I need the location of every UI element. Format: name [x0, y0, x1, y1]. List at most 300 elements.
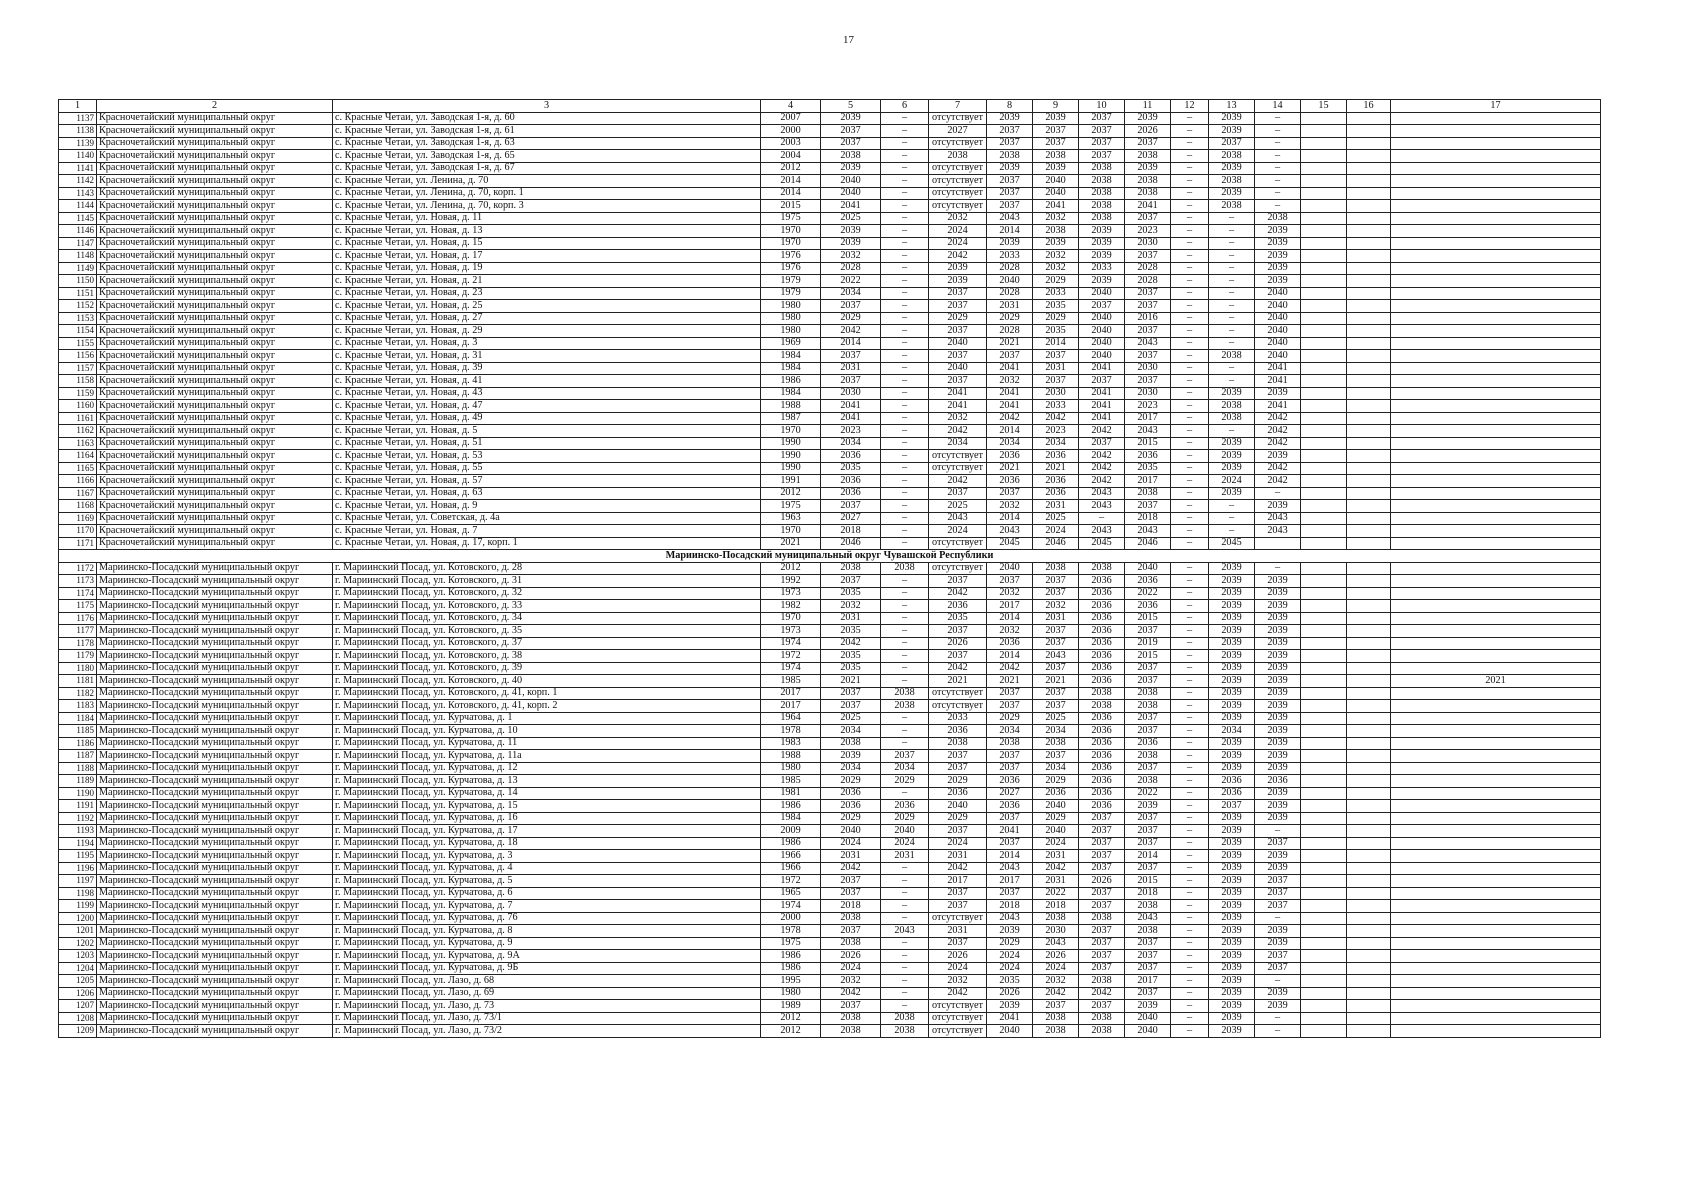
year-cell: 1986	[761, 375, 821, 388]
year-cell	[1391, 300, 1601, 313]
address-cell: г. Мариинский Посад, ул. Котовского, д. 41, корп. 2	[333, 700, 761, 713]
year-cell: –	[1209, 225, 1255, 238]
address-cell: г. Мариинский Посад, ул. Курчатова, д. 9А	[333, 950, 761, 963]
row-number: 1190	[59, 787, 97, 800]
year-cell: –	[1171, 250, 1209, 263]
row-number: 1202	[59, 937, 97, 950]
year-cell: 2039	[1255, 262, 1301, 275]
municipality-cell: Мариинско-Посадский муниципальный округ	[97, 1025, 333, 1038]
row-number: 1184	[59, 712, 97, 725]
year-cell: 2041	[1255, 375, 1301, 388]
year-cell: 2039	[821, 237, 881, 250]
year-cell: 1976	[761, 250, 821, 263]
year-cell: 2040	[881, 825, 929, 838]
year-cell: 1988	[761, 750, 821, 763]
year-cell: 2042	[987, 662, 1033, 675]
year-cell	[1301, 537, 1347, 550]
year-cell: 2037	[1079, 300, 1125, 313]
year-cell: 1986	[761, 837, 821, 850]
year-cell: отсутствует	[929, 912, 987, 925]
municipality-cell: Красночетайский муниципальный округ	[97, 450, 333, 463]
year-cell: 2040	[1079, 287, 1125, 300]
year-cell: –	[1171, 437, 1209, 450]
year-cell	[1301, 187, 1347, 200]
year-cell: 2026	[1033, 950, 1079, 963]
year-cell	[1391, 287, 1601, 300]
year-cell: 2024	[1033, 837, 1079, 850]
year-cell: 2037	[987, 350, 1033, 363]
year-cell: 1986	[761, 800, 821, 813]
year-cell	[1301, 662, 1347, 675]
year-cell: 2039	[821, 112, 881, 125]
year-cell: 2040	[1033, 187, 1079, 200]
year-cell: 2037	[1079, 937, 1125, 950]
year-cell: –	[1255, 562, 1301, 575]
year-cell: 2040	[1255, 312, 1301, 325]
year-cell: 2032	[929, 975, 987, 988]
municipality-cell: Мариинско-Посадский муниципальный округ	[97, 700, 333, 713]
year-cell: 2039	[821, 225, 881, 238]
year-cell: 2040	[1255, 350, 1301, 363]
year-cell: 2037	[1079, 837, 1125, 850]
year-cell	[1347, 137, 1391, 150]
year-cell: 2037	[987, 187, 1033, 200]
year-cell: –	[1171, 362, 1209, 375]
year-cell	[1301, 650, 1347, 663]
year-cell	[1391, 412, 1601, 425]
year-cell: 2031	[1033, 612, 1079, 625]
table-row	[59, 612, 1601, 625]
year-cell: 2039	[1255, 812, 1301, 825]
year-cell: 2039	[1209, 487, 1255, 500]
year-cell: 2039	[1255, 237, 1301, 250]
year-cell: 2014	[987, 425, 1033, 438]
year-cell: 2038	[987, 150, 1033, 163]
table-row	[59, 737, 1601, 750]
year-cell: –	[881, 937, 929, 950]
year-cell	[1301, 200, 1347, 213]
address-cell: г. Мариинский Посад, ул. Лазо, д. 73	[333, 1000, 761, 1013]
year-cell: 2043	[881, 925, 929, 938]
year-cell: 2038	[1033, 150, 1079, 163]
table-row	[59, 125, 1601, 138]
year-cell	[1391, 637, 1601, 650]
year-cell: 2037	[1033, 750, 1079, 763]
year-cell: 2017	[987, 600, 1033, 613]
address-cell: г. Мариинский Посад, ул. Курчатова, д. 1	[333, 712, 761, 725]
year-cell: 2023	[1033, 425, 1079, 438]
year-cell: –	[1171, 387, 1209, 400]
address-cell: г. Мариинский Посад, ул. Котовского, д. 33	[333, 600, 761, 613]
year-cell: 2037	[1255, 837, 1301, 850]
year-cell: 2026	[1125, 125, 1171, 138]
year-cell	[1347, 275, 1391, 288]
year-cell: 2038	[1079, 975, 1125, 988]
year-cell: –	[1171, 337, 1209, 350]
table-row	[59, 175, 1601, 188]
year-cell: 2036	[1079, 725, 1125, 738]
year-cell	[1347, 462, 1391, 475]
year-cell: –	[1171, 237, 1209, 250]
year-cell: –	[1171, 875, 1209, 888]
year-cell: 2023	[1125, 400, 1171, 413]
year-cell: 2037	[1125, 250, 1171, 263]
year-cell: 2021	[987, 337, 1033, 350]
year-cell: –	[1171, 450, 1209, 463]
year-cell	[1347, 537, 1391, 550]
year-cell	[1391, 600, 1601, 613]
year-cell: 2037	[929, 350, 987, 363]
year-cell: –	[881, 150, 929, 163]
year-cell: отсутствует	[929, 562, 987, 575]
year-cell	[1347, 412, 1391, 425]
address-cell: г. Мариинский Посад, ул. Курчатова, д. 16	[333, 812, 761, 825]
year-cell: 2039	[1125, 162, 1171, 175]
year-cell	[1347, 387, 1391, 400]
year-cell: 1975	[761, 937, 821, 950]
year-cell	[1347, 937, 1391, 950]
year-cell: 2025	[1033, 512, 1079, 525]
year-cell: –	[881, 375, 929, 388]
year-cell: –	[1171, 400, 1209, 413]
year-cell	[1391, 612, 1601, 625]
year-cell	[1391, 700, 1601, 713]
year-cell	[1391, 475, 1601, 488]
year-cell	[1301, 975, 1347, 988]
year-cell: 2014	[987, 612, 1033, 625]
year-cell: 2018	[821, 900, 881, 913]
row-number: 1191	[59, 800, 97, 813]
year-cell: 1992	[761, 575, 821, 588]
year-cell	[1347, 437, 1391, 450]
year-cell: 2039	[1255, 862, 1301, 875]
year-cell: 2037	[987, 687, 1033, 700]
row-number: 1159	[59, 387, 97, 400]
year-cell: –	[881, 237, 929, 250]
address-cell: с. Красные Четаи, ул. Заводская 1-я, д. 67	[333, 162, 761, 175]
table-row	[59, 725, 1601, 738]
year-cell: 2039	[1255, 762, 1301, 775]
address-cell: г. Мариинский Посад, ул. Котовского, д. 35	[333, 625, 761, 638]
year-cell	[1301, 900, 1347, 913]
year-cell: 2042	[821, 637, 881, 650]
year-cell: 2036	[1079, 787, 1125, 800]
municipality-cell: Мариинско-Посадский муниципальный округ	[97, 937, 333, 950]
year-cell	[1347, 800, 1391, 813]
year-cell: 2024	[929, 237, 987, 250]
year-cell: 2032	[1033, 600, 1079, 613]
row-number: 1164	[59, 450, 97, 463]
year-cell: 2029	[881, 812, 929, 825]
year-cell: 2027	[929, 125, 987, 138]
year-cell: –	[1171, 325, 1209, 338]
year-cell: 1988	[761, 400, 821, 413]
section-header-row	[59, 550, 1601, 563]
year-cell: 2037	[1125, 350, 1171, 363]
year-cell: 2040	[1125, 1012, 1171, 1025]
year-cell: 2026	[929, 950, 987, 963]
year-cell: 2037	[1255, 962, 1301, 975]
year-cell	[1347, 525, 1391, 538]
year-cell: 2037	[1033, 350, 1079, 363]
year-cell	[1301, 287, 1347, 300]
municipality-cell: Мариинско-Посадский муниципальный округ	[97, 837, 333, 850]
column-header: 2	[97, 100, 333, 113]
year-cell: 2042	[1255, 425, 1301, 438]
year-cell: 2038	[1125, 925, 1171, 938]
row-number: 1151	[59, 287, 97, 300]
year-cell: 1975	[761, 500, 821, 513]
year-cell: 2024	[929, 225, 987, 238]
municipality-cell: Мариинско-Посадский муниципальный округ	[97, 575, 333, 588]
year-cell: 1979	[761, 275, 821, 288]
year-cell: 2039	[1255, 612, 1301, 625]
year-cell: 2017	[929, 875, 987, 888]
year-cell	[1391, 650, 1601, 663]
year-cell: 2037	[1125, 987, 1171, 1000]
table-row	[59, 637, 1601, 650]
year-cell: отсутствует	[929, 137, 987, 150]
year-cell: 2037	[987, 812, 1033, 825]
table-row	[59, 462, 1601, 475]
year-cell: –	[1255, 912, 1301, 925]
row-number: 1158	[59, 375, 97, 388]
year-cell: 2037	[929, 625, 987, 638]
year-cell: –	[1171, 975, 1209, 988]
year-cell: –	[1255, 187, 1301, 200]
table-row	[59, 337, 1601, 350]
year-cell: 2043	[1255, 525, 1301, 538]
year-cell: 2036	[1033, 487, 1079, 500]
year-cell: 2033	[987, 250, 1033, 263]
year-cell: 2046	[1125, 537, 1171, 550]
year-cell: отсутствует	[929, 200, 987, 213]
year-cell: –	[881, 662, 929, 675]
year-cell: –	[1171, 525, 1209, 538]
year-cell: –	[1171, 350, 1209, 363]
year-cell: 2032	[929, 212, 987, 225]
year-cell: –	[1209, 287, 1255, 300]
year-cell: 2023	[821, 425, 881, 438]
municipality-cell: Мариинско-Посадский муниципальный округ	[97, 675, 333, 688]
year-cell: 2029	[1033, 312, 1079, 325]
year-cell: 2040	[1033, 175, 1079, 188]
year-cell: 2040	[929, 800, 987, 813]
year-cell: –	[1255, 487, 1301, 500]
year-cell: 2030	[1125, 362, 1171, 375]
year-cell	[1391, 975, 1601, 988]
year-cell: 2043	[1125, 912, 1171, 925]
year-cell: 2016	[1125, 312, 1171, 325]
year-cell: –	[1171, 650, 1209, 663]
address-cell: г. Мариинский Посад, ул. Лазо, д. 73/1	[333, 1012, 761, 1025]
year-cell: 2037	[929, 325, 987, 338]
year-cell	[1301, 762, 1347, 775]
year-cell: 2039	[1209, 1012, 1255, 1025]
year-cell: 2032	[821, 975, 881, 988]
year-cell: отсутствует	[929, 162, 987, 175]
table-row	[59, 950, 1601, 963]
row-number: 1197	[59, 875, 97, 888]
year-cell: 2023	[1125, 225, 1171, 238]
row-number: 1178	[59, 637, 97, 650]
year-cell	[1301, 337, 1347, 350]
municipality-cell: Красночетайский муниципальный округ	[97, 375, 333, 388]
year-cell	[1347, 1000, 1391, 1013]
row-number: 1204	[59, 962, 97, 975]
year-cell	[1301, 1012, 1347, 1025]
municipality-cell: Мариинско-Посадский муниципальный округ	[97, 925, 333, 938]
section-title: Мариинско-Посадский муниципальный округ Чувашской Республики	[59, 550, 1601, 563]
year-cell: –	[881, 112, 929, 125]
year-cell: 2019	[1125, 637, 1171, 650]
municipality-cell: Красночетайский муниципальный округ	[97, 512, 333, 525]
year-cell: –	[881, 162, 929, 175]
year-cell: –	[881, 425, 929, 438]
year-cell: 2037	[1079, 850, 1125, 863]
year-cell: 2037	[987, 837, 1033, 850]
year-cell: 2021	[1033, 462, 1079, 475]
year-cell: –	[1171, 1025, 1209, 1038]
municipality-cell: Красночетайский муниципальный округ	[97, 412, 333, 425]
year-cell: 2039	[987, 237, 1033, 250]
year-cell: 2031	[929, 850, 987, 863]
year-cell	[1391, 387, 1601, 400]
year-cell: –	[1255, 1012, 1301, 1025]
year-cell: 2024	[1033, 525, 1079, 538]
year-cell	[1347, 750, 1391, 763]
year-cell: 2039	[1255, 800, 1301, 813]
year-cell: –	[1171, 775, 1209, 788]
year-cell: 2014	[761, 187, 821, 200]
year-cell: 2035	[987, 975, 1033, 988]
year-cell	[1347, 987, 1391, 1000]
year-cell: –	[1171, 225, 1209, 238]
year-cell: –	[1255, 200, 1301, 213]
year-cell: 2040	[821, 187, 881, 200]
year-cell: 2037	[1125, 675, 1171, 688]
year-cell: 2038	[1125, 900, 1171, 913]
year-cell	[1347, 500, 1391, 513]
year-cell: –	[1171, 712, 1209, 725]
year-cell: 2041	[1079, 362, 1125, 375]
address-cell: г. Мариинский Посад, ул. Котовского, д. 39	[333, 662, 761, 675]
year-cell: 2038	[1033, 1012, 1079, 1025]
year-cell	[1347, 125, 1391, 138]
address-cell: г. Мариинский Посад, ул. Курчатова, д. 9Б	[333, 962, 761, 975]
year-cell	[1301, 350, 1347, 363]
year-cell: 2040	[1255, 325, 1301, 338]
year-cell	[1391, 687, 1601, 700]
year-cell: 1974	[761, 662, 821, 675]
year-cell: 2021	[761, 537, 821, 550]
year-cell: 2038	[1079, 200, 1125, 213]
year-cell: 2039	[1255, 737, 1301, 750]
year-cell: 2035	[1033, 325, 1079, 338]
table-row	[59, 675, 1601, 688]
year-cell: 2038	[881, 1012, 929, 1025]
year-cell: 2045	[1209, 537, 1255, 550]
year-cell: 2041	[821, 400, 881, 413]
year-cell	[1347, 312, 1391, 325]
year-cell: –	[1171, 412, 1209, 425]
year-cell: 2037	[881, 750, 929, 763]
table-row	[59, 912, 1601, 925]
table-row	[59, 812, 1601, 825]
table-row	[59, 250, 1601, 263]
row-number: 1160	[59, 400, 97, 413]
year-cell	[1391, 562, 1601, 575]
year-cell: 2032	[987, 500, 1033, 513]
year-cell: –	[1171, 950, 1209, 963]
year-cell	[1347, 325, 1391, 338]
year-cell	[1301, 275, 1347, 288]
year-cell: отсутствует	[929, 187, 987, 200]
row-number: 1196	[59, 862, 97, 875]
year-cell: –	[1209, 250, 1255, 263]
year-cell	[1347, 637, 1391, 650]
year-cell: 2037	[987, 200, 1033, 213]
year-cell: –	[1255, 175, 1301, 188]
year-cell: 1990	[761, 437, 821, 450]
year-cell: 2037	[1125, 862, 1171, 875]
municipality-cell: Красночетайский муниципальный округ	[97, 150, 333, 163]
municipality-cell: Мариинско-Посадский муниципальный округ	[97, 975, 333, 988]
year-cell	[1301, 787, 1347, 800]
year-cell: 2039	[1209, 675, 1255, 688]
row-number: 1153	[59, 312, 97, 325]
year-cell	[1301, 675, 1347, 688]
year-cell: 1986	[761, 950, 821, 963]
year-cell: 2009	[761, 825, 821, 838]
year-cell: 2021	[987, 675, 1033, 688]
year-cell: 2039	[1209, 450, 1255, 463]
year-cell: 2040	[1033, 800, 1079, 813]
year-cell: 2039	[1209, 125, 1255, 138]
year-cell: 2039	[1125, 112, 1171, 125]
year-cell: 2029	[929, 775, 987, 788]
year-cell	[1391, 137, 1601, 150]
year-cell	[1391, 112, 1601, 125]
year-cell: 2037	[1079, 887, 1125, 900]
year-cell: –	[1171, 987, 1209, 1000]
address-cell: с. Красные Четаи, ул. Новая, д. 17	[333, 250, 761, 263]
year-cell: –	[881, 525, 929, 538]
year-cell: –	[881, 337, 929, 350]
year-cell: –	[881, 737, 929, 750]
year-cell: 2029	[929, 812, 987, 825]
year-cell: 2014	[987, 850, 1033, 863]
year-cell: –	[1171, 737, 1209, 750]
year-cell: 2039	[1209, 612, 1255, 625]
year-cell: 2038	[1125, 700, 1171, 713]
year-cell: 2027	[821, 512, 881, 525]
year-cell	[1391, 437, 1601, 450]
year-cell: отсутствует	[929, 1012, 987, 1025]
municipality-cell: Мариинско-Посадский муниципальный округ	[97, 562, 333, 575]
year-cell	[1347, 287, 1391, 300]
municipality-cell: Красночетайский муниципальный округ	[97, 500, 333, 513]
year-cell	[1301, 250, 1347, 263]
year-cell: 2037	[1079, 125, 1125, 138]
column-header: 7	[929, 100, 987, 113]
year-cell: отсутствует	[929, 687, 987, 700]
year-cell: –	[881, 225, 929, 238]
year-cell: 2037	[1033, 637, 1079, 650]
year-cell: 2032	[929, 412, 987, 425]
year-cell	[1347, 300, 1391, 313]
address-cell: с. Красные Четаи, ул. Новая, д. 55	[333, 462, 761, 475]
